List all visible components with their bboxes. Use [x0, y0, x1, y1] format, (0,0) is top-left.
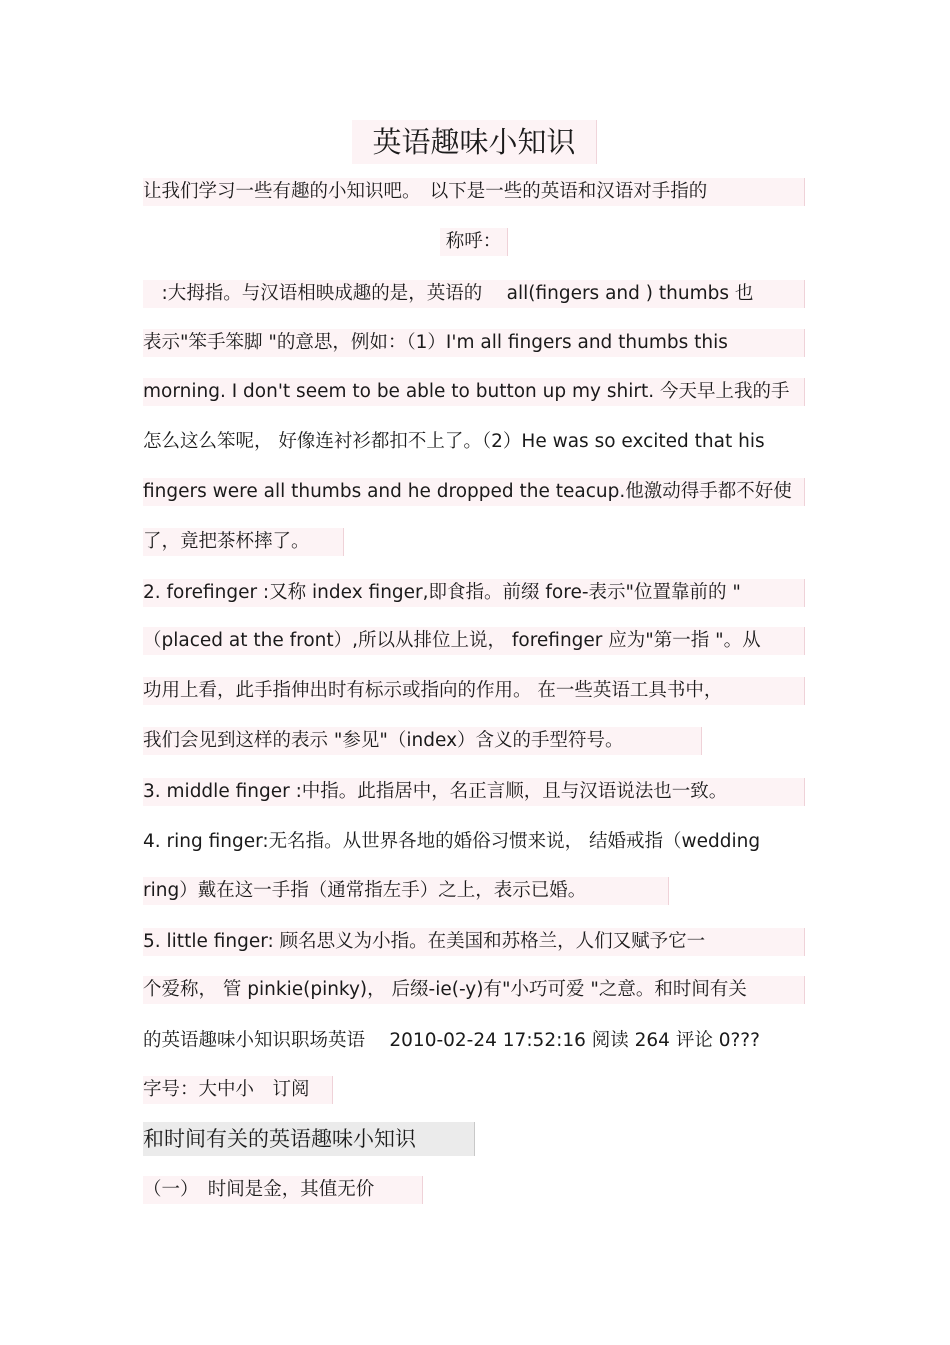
text-line: 3. middle finger :中指。此指居中，名正言顺，且与汉语说法也一致。 [143, 778, 805, 806]
text-line: 称呼： [440, 228, 508, 256]
text-line: 的英语趣味小知识职场英语 2010-02-24 17:52:16 阅读 264 评论 0??? [143, 1030, 760, 1051]
text-line: 了，竟把茶杯摔了。 [143, 528, 344, 556]
text-line: 5. little finger: 顾名思义为小指。在美国和苏格兰，人们又赋予它一 [143, 928, 805, 956]
text-line: （placed at the front）,所以从排位上说， forefinger 应为"第一指 "。从 [143, 627, 805, 655]
text-line: 字号：大中小 订阅 [143, 1076, 333, 1104]
text-line: 个爱称， 管 pinkie(pinky)， 后缀-ie(-y)有"小巧可爱 "之意。和时间有关 [143, 976, 805, 1004]
text-line: 怎么这么笨呢， 好像连衬衫都扣不上了。（2）He was so excited that his [143, 431, 765, 452]
sub-heading: （一） 时间是金，其值无价 [143, 1176, 423, 1204]
text-line: 4. ring finger:无名指。从世界各地的婚俗习惯来说， 结婚戒指（wedding [143, 831, 761, 852]
text-line: morning. I don't seem to be able to button up my shirt. 今天早上我的手 [143, 378, 805, 406]
text-line: 功用上看，此手指伸出时有标示或指向的作用。 在一些英语工具书中， [143, 677, 805, 705]
text-line: 2. forefinger :又称 index finger,即食指。前缀 fore-表示"位置靠前的 " [143, 579, 805, 607]
text-line: 我们会见到这样的表示 "参见"（index）含义的手型符号。 [143, 727, 702, 755]
text-line: :大拇指。与汉语相映成趣的是，英语的 all(fingers and ) thumbs 也 [143, 280, 805, 308]
document-title: 英语趣味小知识 [352, 120, 597, 164]
text-line: ring）戴在这一手指（通常指左手）之上，表示已婚。 [143, 877, 669, 905]
text-line: 让我们学习一些有趣的小知识吧。 以下是一些的英语和汉语对手指的 [143, 178, 805, 206]
text-line: 表示"笨手笨脚 "的意思，例如：（1）I'm all fingers and thumbs this [143, 329, 805, 357]
section-heading: 和时间有关的英语趣味小知识 [143, 1122, 475, 1156]
text-line: fingers were all thumbs and he dropped the teacup.他激动得手都不好使 [143, 478, 805, 506]
